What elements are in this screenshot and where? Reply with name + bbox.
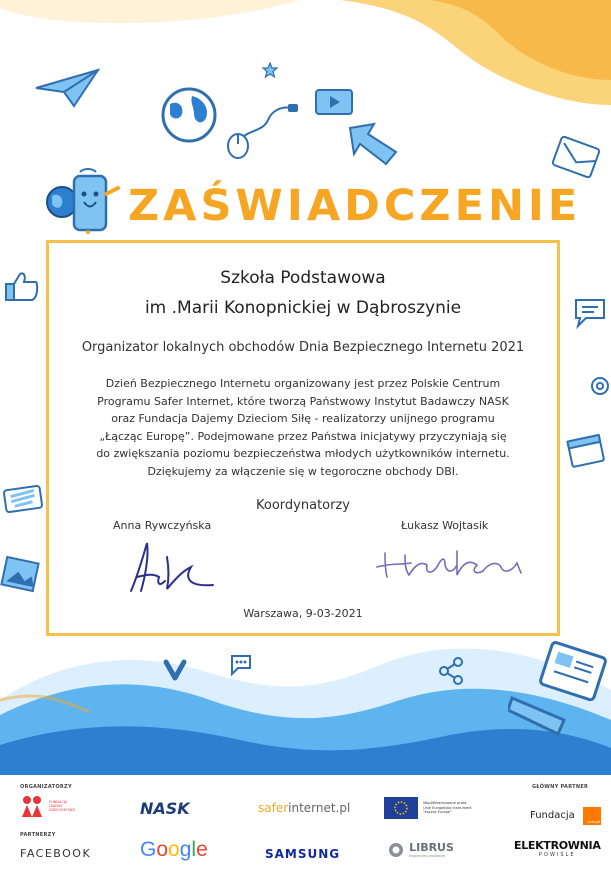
picture-icon [0, 556, 42, 596]
orange-foundation-text: Fundacja [530, 810, 575, 821]
main-partner-label: GŁÓWNY PARTNER [532, 784, 589, 790]
browser-window-icon [566, 432, 606, 472]
google-letter: l [191, 838, 197, 861]
saferinternet-part-2: internet.pl [288, 801, 351, 815]
google-logo [140, 838, 208, 862]
elektrownia-text: ELEKTROWNIA [514, 839, 601, 852]
school-name [49, 263, 557, 323]
coordinator-right-name: Łukasz Wojtasik [401, 519, 489, 532]
partners-footer [0, 775, 611, 879]
certificate-frame [46, 240, 560, 636]
tablet-mascot-icon [44, 168, 126, 236]
speech-bubble-icon [228, 652, 254, 676]
fdds-logo [20, 795, 79, 817]
librus-logo [388, 842, 454, 861]
body-line: do zwiększania poziomu bezpieczeństwa młodych użytkowników internetu. [96, 447, 510, 460]
chat-bubble-icon [572, 296, 608, 330]
organizer-role: Organizator lokalnych obchodów Dnia Bezpiecznego Internetu 2021 [81, 340, 525, 355]
google-letter: o [168, 838, 180, 861]
school-name-line-1: Szkoła Podstawowa [220, 268, 386, 288]
cursor-arrow-icon [346, 120, 402, 168]
orange-foundation-logo [530, 805, 601, 825]
elektrownia-subtext: POWIŚLE [539, 852, 576, 858]
at-sign-icon [590, 376, 610, 396]
school-name-line-2: im .Marii Konopnickiej w Dąbroszynie [144, 298, 462, 318]
body-line: Dziękujemy za włączenie się w tegoroczne obchody DBI. [147, 464, 459, 478]
coordinators-heading: Koordynatorzy [256, 498, 350, 513]
place-and-date: Warszawa, 9-03-2021 [243, 607, 363, 620]
saferinternet-logo [258, 801, 350, 815]
body-line: oraz Fundacja Dajemy Dzieciom Siłę - realizatorzy unijnego programu [111, 412, 495, 425]
organizers-label: ORGANIZATORZY [20, 784, 72, 790]
certificate-title: ZAŚWIADCZENIE [128, 181, 582, 231]
signature-right [371, 543, 531, 583]
coordinator-names [49, 519, 557, 539]
fdds-text: FUNDACJA DAJEMY DZIECIOM SIŁĘ [49, 800, 76, 812]
partners-label: PARTNERZY [20, 832, 56, 838]
video-icon [314, 88, 354, 116]
body-line: Dzień Bezpiecznego Internetu organizowany jest przez Polskie Centrum [105, 377, 501, 390]
mouse-icon [222, 100, 302, 160]
elektrownia-logo [514, 839, 601, 858]
samsung-logo: SAMSUNG [265, 847, 341, 861]
certificate-body [49, 375, 557, 480]
globe-icon [160, 86, 218, 144]
thumbs-up-icon [4, 270, 40, 302]
keyboard-icon [2, 484, 44, 514]
google-letter: o [156, 838, 169, 861]
body-line: „Łącząc Europę”. Podejmowane przez Państwa inicjatywy przyczyniają się [99, 429, 507, 443]
heart-icon [162, 658, 188, 682]
facebook-logo: FACEBOOK [20, 847, 92, 860]
google-letter: g [179, 838, 192, 861]
share-icon [438, 656, 464, 686]
google-letter: G [140, 838, 157, 861]
coordinator-left-name: Anna Rywczyńska [113, 519, 212, 532]
orange-square-icon: orange [583, 807, 601, 825]
signature-left [123, 537, 219, 601]
librus-text: LIBRUS [409, 841, 454, 854]
envelope-icon [552, 134, 602, 180]
eu-text: Współfinansowane przez Unię Europejską Instrument "Łącząc Europę" [423, 801, 472, 815]
saferinternet-part-1: safer [258, 801, 289, 815]
body-line: Programu Safer Internet, które tworzą Państwowy Instytut Badawczy NASK [97, 394, 509, 408]
nask-logo: NASK [140, 799, 190, 818]
google-letter: e [196, 838, 208, 861]
laptop-icon [508, 640, 608, 736]
star-icon [262, 62, 278, 78]
paper-plane-icon [34, 66, 100, 110]
eu-logo [384, 797, 475, 819]
librus-subtext: wspieramy edukację [409, 854, 446, 858]
